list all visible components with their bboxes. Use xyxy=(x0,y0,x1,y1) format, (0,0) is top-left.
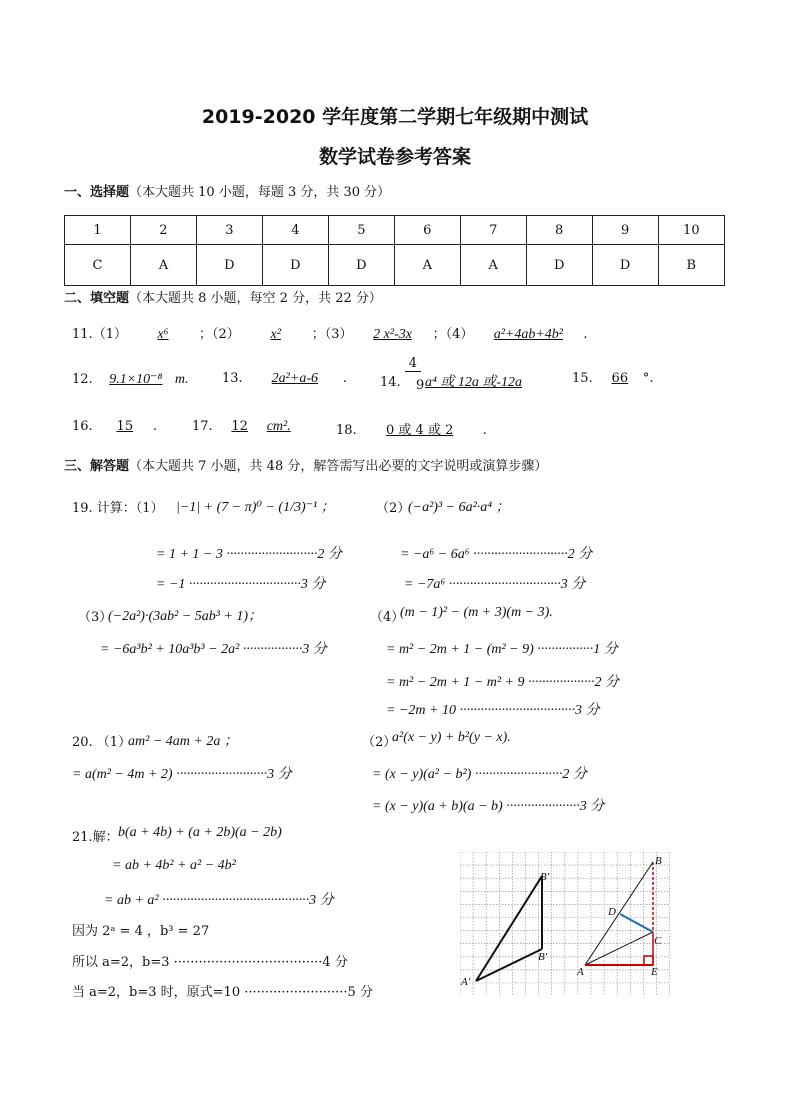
right-angle-mark xyxy=(644,956,653,965)
q21-line-1: 因为 2ᵃ = 4 ，b³ = 27 xyxy=(72,924,210,939)
q15-unit: °. xyxy=(642,371,654,386)
q-number: 10 xyxy=(658,216,724,245)
q17-answer: 12 xyxy=(231,419,248,434)
q11-number: 11. xyxy=(72,327,93,342)
q21-step-2: = ab + a² ··········································3 分 xyxy=(104,893,334,908)
q14-answer: a⁴ 或 12a 或-12a xyxy=(424,375,522,390)
q19-part-2: （2） xyxy=(376,501,411,516)
segment-a-c xyxy=(585,932,653,965)
q-answer: B xyxy=(658,245,724,286)
section-3-title: 三、解答题 xyxy=(64,459,130,474)
q-answer: D xyxy=(592,245,658,286)
q19-part-4: （4） xyxy=(370,610,405,625)
q17-line xyxy=(192,419,291,435)
q19-expr-3: (−2a²)·(3ab² − 5ab³ + 1)； xyxy=(108,609,263,624)
label-d: D xyxy=(608,906,616,918)
answer-table-answer-row xyxy=(65,245,725,286)
q-answer: D xyxy=(262,245,328,286)
q19-step-1a: = 1 + 1 − 3 ··························2 分 xyxy=(156,547,342,562)
q16-line: 16. 15 . xyxy=(72,419,157,434)
q19-step-4a: = m² − 2m + 1 − (m² − 9) ················1 分 xyxy=(386,642,618,657)
q11-part2: （2） xyxy=(211,327,240,342)
q18-line: 18. 0 或 4 或 2 . xyxy=(336,419,487,438)
q19-expr-4: (m − 1)² − (m + 3)(m − 3). xyxy=(400,605,553,620)
geometry-figure xyxy=(460,852,670,995)
q14-line xyxy=(380,356,522,390)
q11-line: 11.（1） x⁶ ；（2） x² ；（3） 2 x²-3x ；（4） a²+4ab+4b² . xyxy=(72,327,588,342)
section-1-note: （本大题共 10 小题，每题 3 分，共 30 分） xyxy=(129,185,391,200)
q20-expr-2: a²(x − y) + b²(y − x). xyxy=(392,730,511,745)
q-answer: D xyxy=(196,245,262,286)
q20-part-2: （2） xyxy=(362,735,397,750)
triangle-abc xyxy=(585,862,653,965)
q-answer: C xyxy=(65,245,131,286)
q-answer: A xyxy=(130,245,196,286)
q13-number: 13. xyxy=(222,371,243,386)
q19-part-3: （3） xyxy=(78,610,113,625)
q18-answer: 0 或 4 或 2 xyxy=(386,423,454,438)
q11-answer-1: x⁶ xyxy=(157,327,169,342)
q-answer: D xyxy=(328,245,394,286)
q20-expr-1: am² − 4am + 2a ； xyxy=(128,734,238,749)
page-subtitle: 数学试卷参考答案 xyxy=(318,146,471,168)
q11-part4: （4） xyxy=(445,327,474,342)
section-3-heading xyxy=(64,455,547,474)
q13-line: 13. 2a²+a-6 . xyxy=(222,371,347,386)
q-number: 9 xyxy=(592,216,658,245)
q15-line xyxy=(572,371,653,386)
q11-part3: （3） xyxy=(324,327,353,342)
q17-number: 17. xyxy=(192,419,213,434)
q12-number: 12. xyxy=(72,372,93,387)
q-number: 2 xyxy=(130,216,196,245)
q21-step-1: = ab + 4b² + a² − 4b² xyxy=(112,858,236,873)
q-number: 4 xyxy=(262,216,328,245)
q20-step-2b: = (x − y)(a + b)(a − b) ·····················3 分 xyxy=(372,799,605,814)
section-2-heading xyxy=(64,287,382,306)
answer-table-header-row xyxy=(65,216,725,245)
label-b-prime: B′ xyxy=(540,871,550,883)
q14-frac-denominator: 9 xyxy=(416,378,425,393)
q19-step-4b: = m² − 2m + 1 − m² + 9 ···················2 分 xyxy=(386,675,619,690)
q17-unit: cm². xyxy=(266,419,291,434)
triangle-a-prime-b-prime xyxy=(476,876,542,981)
q15-number: 15. xyxy=(572,371,593,386)
segment-d-c-blue xyxy=(620,914,653,932)
q14-fraction xyxy=(405,356,421,372)
q20-step-1a: = a(m² − 4m + 2) ··························3 分 xyxy=(72,767,292,782)
section-3-note: （本大题共 7 小题，共 48 分，解答需写出必要的文字说明或演算步骤） xyxy=(129,459,548,474)
q12-answer: 9.1×10⁻⁸ xyxy=(109,372,163,387)
q-answer: A xyxy=(460,245,526,286)
q21-line-3: 当 a=2，b=3 时，原式=10 ·························5 分 xyxy=(72,985,373,1000)
q19-step-1b: = −1 ································3 分 xyxy=(156,577,326,592)
q21-expr: b(a + 4b) + (a + 2b)(a − 2b) xyxy=(118,825,282,840)
q21-label: 21.解： xyxy=(72,830,119,845)
grid-figure-svg xyxy=(460,852,670,995)
q13-answer: 2a²+a-6 xyxy=(271,371,318,386)
q19-step-2b: = −7a⁶ ································3 分 xyxy=(404,577,586,592)
section-2-title: 二、填空题 xyxy=(64,291,130,306)
label-a-prime: A′ xyxy=(461,976,471,988)
q-number: 3 xyxy=(196,216,262,245)
q21-line-2: 所以 a=2，b=3 ····································4 分 xyxy=(72,955,348,970)
q-number: 8 xyxy=(526,216,592,245)
q20-step-2a: = (x − y)(a² − b²) ·························2 分 xyxy=(372,767,587,782)
q14-frac-numerator: 4 xyxy=(408,356,417,371)
q16-answer: 15 xyxy=(116,419,134,434)
q-answer: D xyxy=(526,245,592,286)
q-number: 6 xyxy=(394,216,460,245)
label-b-double-prime: B′ xyxy=(538,951,548,963)
q-number: 1 xyxy=(65,216,131,245)
answer-table xyxy=(64,215,725,286)
label-b: B xyxy=(655,855,662,867)
label-c: C xyxy=(654,935,662,947)
q15-answer: 66 xyxy=(611,371,629,386)
q11-part1: （1） xyxy=(92,327,127,342)
q19-label: 19. 计算：（1） xyxy=(72,501,164,516)
q11-answer-2: x² xyxy=(270,327,281,342)
q11-answer-4: a²+4ab+4b² xyxy=(493,327,563,342)
q12-unit: m. xyxy=(174,372,189,387)
section-1-title: 一、选择题 xyxy=(64,185,130,200)
section-2-note: （本大题共 8 小题，每空 2 分，共 22 分） xyxy=(129,291,382,306)
q19-step-3a: = −6a³b² + 10a³b³ − 2a² ·················3 分 xyxy=(100,642,327,657)
q18-number: 18. xyxy=(336,423,357,438)
q-answer: A xyxy=(394,245,460,286)
q20-label: 20. （1） xyxy=(72,735,132,750)
label-a: A xyxy=(577,966,584,978)
segment-a-b xyxy=(585,862,653,965)
q12-line xyxy=(72,371,188,388)
section-1-heading xyxy=(64,181,390,200)
page-title: 2019-2020 学年度第二学期七年级期中测试 xyxy=(201,106,589,128)
q11-answer-3: 2 x²-3x xyxy=(373,327,412,342)
q19-expr-1: |−1| + (7 − π)⁰ − (1/3)⁻¹ ； xyxy=(176,500,335,515)
q-number: 7 xyxy=(460,216,526,245)
q16-number: 16. xyxy=(72,419,93,434)
q-number: 5 xyxy=(328,216,394,245)
q14-number: 14. xyxy=(380,375,401,390)
q19-expr-2: (−a²)³ − 6a²·a⁴ ； xyxy=(408,500,510,515)
q19-step-4c: = −2m + 10 ·································3 分 xyxy=(386,703,600,718)
q19-step-2a: = −a⁶ − 6a⁶ ···························2 分 xyxy=(400,547,593,562)
label-e: E xyxy=(651,966,658,978)
